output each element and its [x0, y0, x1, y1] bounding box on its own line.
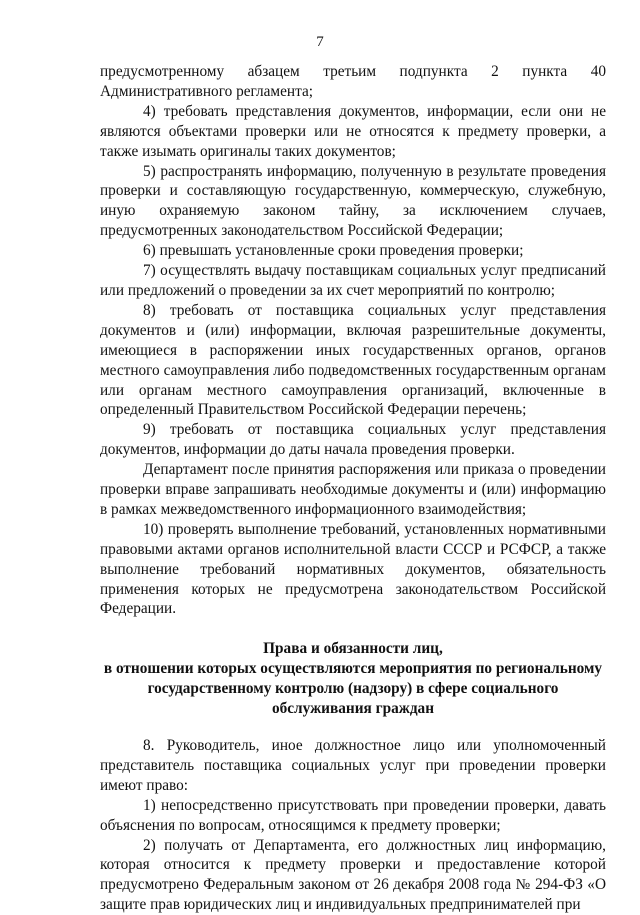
paragraph: 4) требовать представления документов, информации, если они не являются объектами проверки или не относятся к предмету проверки, а также изымать оригиналы таких документов; — [100, 102, 606, 160]
paragraph: 1) непосредственно присутствовать при проведении проверки, давать объяснения по вопросам, относящимся к предмету проверки; — [100, 796, 606, 834]
paragraph: 8) требовать от поставщика социальных услуг представления документов и (или) информации, включая разрешительные документы, имеющиеся в распоряжении иных государственных органов, органов местного самоуправления либо подведомственных государственным органам или органам местного самоуправления организаций, включенные в определенный Правительством Российской Федерации перечень; — [100, 301, 606, 419]
section-heading — [100, 639, 606, 719]
heading-line: обслуживания граждан — [271, 700, 435, 718]
paragraph-group-rights — [100, 736, 606, 915]
heading-line: Права и обязанности лиц, — [263, 640, 443, 658]
paragraph: предусмотренному абзацем третьим подпункта 2 пункта 40 Административного регламента; — [100, 63, 606, 100]
paragraph: 8. Руководитель, иное должностное лицо или уполномоченный представитель поставщика социальных услуг при проведении проверки имеют право: — [100, 737, 606, 794]
page-number: 7 — [316, 34, 324, 50]
paragraph: 5) распространять информацию, полученную в результате проведения проверки и составляющую государственную, коммерческую, служебную, иную охраняемую законом тайну, за исключением случаев, предусмотренных законодательством Российской Федерации; — [100, 162, 606, 240]
heading-line: в отношении которых осуществляются мероприятия по региональному — [103, 660, 603, 678]
paragraph: 2) получать от Департамента, его должностных лиц информацию, которая относится к предмету проверки и предоставление которой предусмотрено Федеральным законом от 26 декабря 2008 года № 294-ФЗ «О защите прав юридических лиц и индивидуальных предпринимателей при — [100, 836, 606, 914]
document-body — [100, 62, 606, 915]
paragraph: 7) осуществлять выдачу поставщикам социальных услуг предписаний или предложений о проведении за их счет мероприятий по контролю; — [100, 262, 606, 299]
paragraph-group-duties — [100, 62, 606, 619]
paragraph: Департамент после принятия распоряжения или приказа о проведении проверки вправе запрашивать необходимые документы и (или) информацию в рамках межведомственного информационного взаимодействия; — [100, 461, 606, 518]
heading-line: государственному контролю (надзору) в сфере социального — [147, 680, 559, 698]
paragraph: 9) требовать от поставщика социальных услуг представления документов, информации до даты начала проведения проверки. — [100, 421, 606, 459]
paragraph: 10) проверять выполнение требований, установленных нормативными правовыми актами органов исполнительной власти СССР и РСФСР, а также выполнение требований нормативных документов, обязательность применения которых не предусмотрена законодательством Российской Федерации. — [100, 520, 606, 618]
spacer — [100, 719, 606, 736]
paragraph: 6) превышать установленные сроки проведения проверки; — [143, 242, 524, 260]
